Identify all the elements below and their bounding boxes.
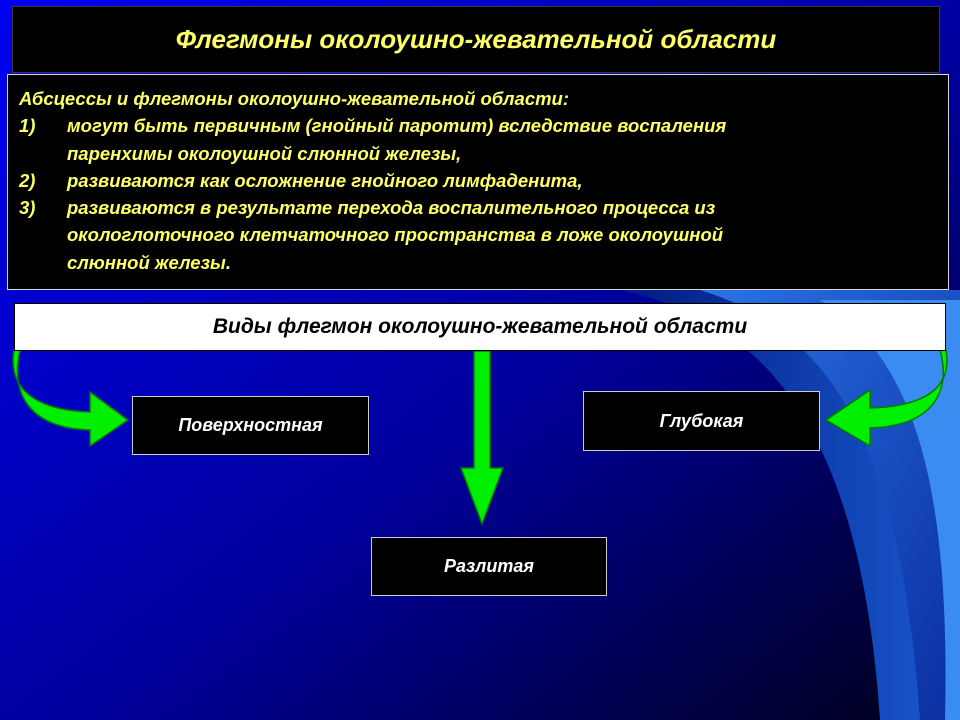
left-curved-arrow [13,350,128,446]
type-deep-label: Глубокая [659,410,744,431]
item-number: 1) [19,115,36,137]
item-number: 3) [19,197,36,219]
type-superficial-label: Поверхностная [178,415,323,435]
item-line: паренхимы околоушной слюнной железы, [67,142,462,164]
item-line: развиваются в результате перехода воспалительного процесса из [67,197,716,219]
item-line: развиваются как осложнение гнойного лимфаденита, [67,169,583,191]
item-line: окологлоточного клетчаточного пространства в ложе околоушной [67,224,724,246]
page-title: Флегмоны околоушно-жевательной области [175,24,777,54]
type-diffuse-label: Разлитая [443,556,534,576]
intro-heading: Абсцессы и флегмоны околоушно-жевательной области: [19,88,570,109]
type-deep-node [583,391,820,451]
types-heading: Виды флегмон околоушно-жевательной области [212,315,748,338]
down-arrow [461,351,503,524]
type-diffuse-node [371,537,607,596]
item-line: могут быть первичным (гнойный паротит) вследствие воспаления [67,115,727,137]
type-superficial-node [132,396,369,455]
item-number: 2) [19,169,36,191]
item-line: слюнной железы. [67,251,231,273]
right-curved-arrow [826,350,947,446]
types-heading-banner [14,303,946,351]
